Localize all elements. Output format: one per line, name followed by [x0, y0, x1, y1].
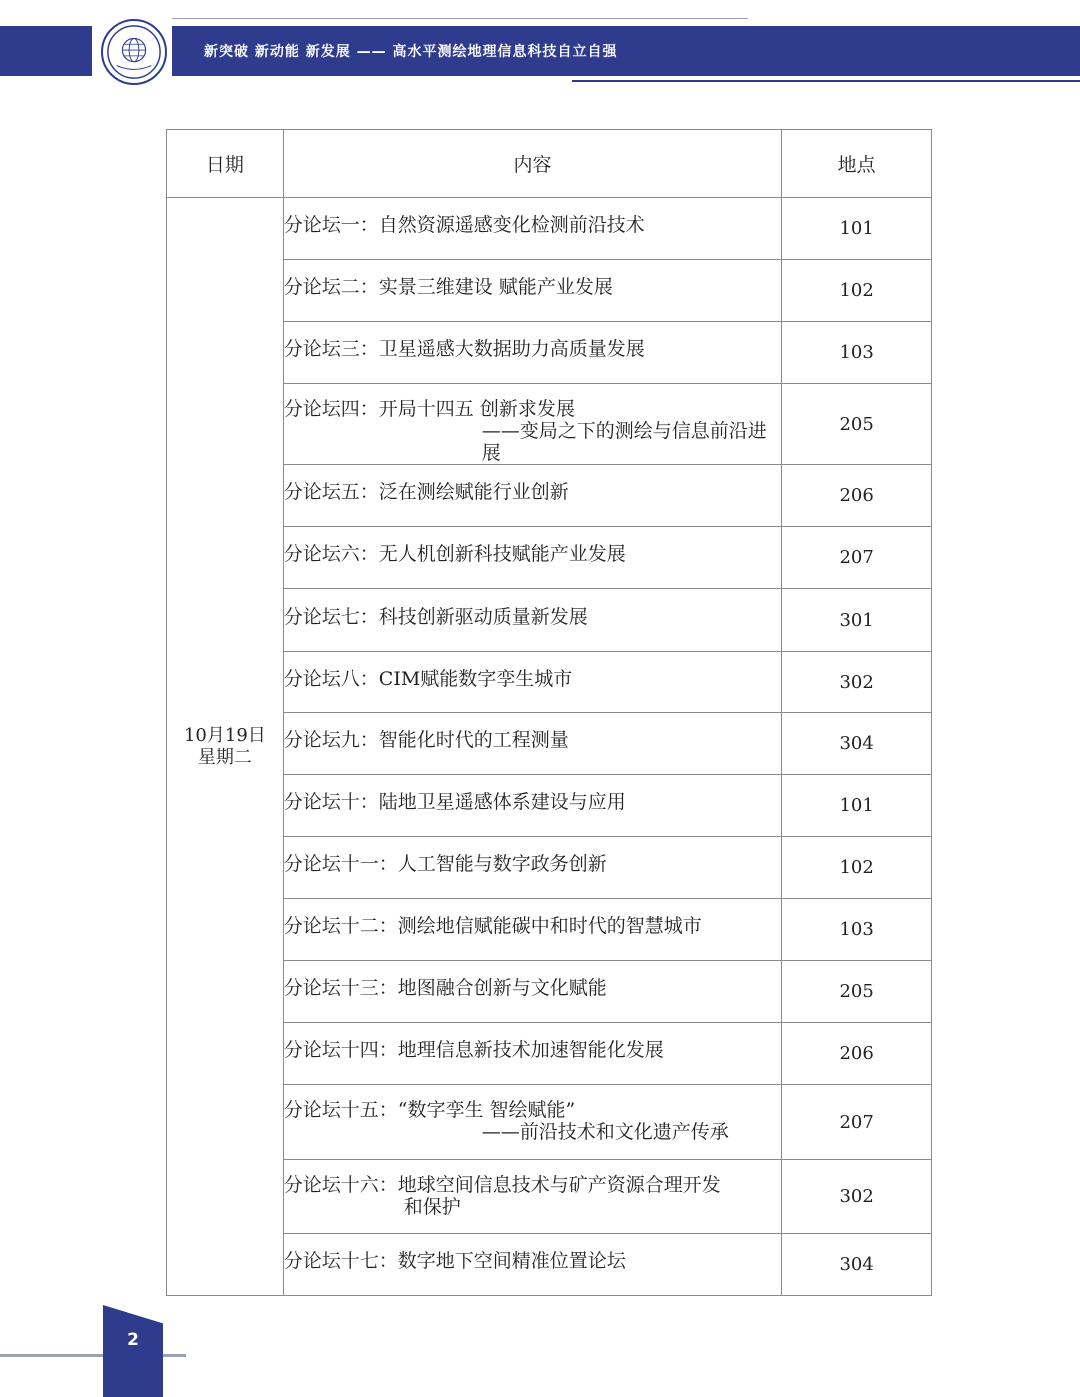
- forum-title: 分论坛九：智能化时代的工程测量: [283, 729, 569, 751]
- header-left-block: [0, 26, 92, 76]
- forum-title-cell: [283, 384, 781, 465]
- forum-title-cell: [283, 837, 781, 899]
- page-number: 2: [127, 1330, 139, 1350]
- forum-title: 分论坛十五：“数字孪生 智绘赋能”: [283, 1099, 576, 1121]
- forum-title-cell: [283, 1023, 781, 1085]
- room-number: 101: [782, 198, 932, 260]
- room-number: 206: [782, 1023, 932, 1085]
- society-logo: [101, 19, 167, 85]
- forum-title: 分论坛十：陆地卫星遥感体系建设与应用: [283, 791, 626, 813]
- forum-title-cell: [283, 961, 781, 1023]
- header-content: 内容: [283, 130, 781, 198]
- forum-title: 分论坛十二：测绘地信赋能碳中和时代的智慧城市: [283, 915, 702, 937]
- forum-title: 分论坛十七：数字地下空间精准位置论坛: [283, 1250, 626, 1272]
- table-row: [167, 198, 932, 260]
- date-text: 10月19日: [183, 724, 266, 746]
- header-date: 日期: [167, 130, 284, 198]
- table-header-row: [167, 130, 932, 198]
- room-number: 205: [782, 961, 932, 1023]
- forum-title: 分论坛十三：地图融合创新与文化赋能: [283, 977, 607, 999]
- forum-title: 分论坛十四：地理信息新技术加速智能化发展: [283, 1039, 664, 1061]
- room-number: 304: [782, 1234, 932, 1296]
- forum-title-cell: [283, 1234, 781, 1296]
- forum-title-cell: [283, 899, 781, 961]
- forum-subtitle: 和保护: [403, 1196, 461, 1218]
- room-number: 207: [782, 1085, 932, 1160]
- room-number: 102: [782, 260, 932, 322]
- forum-title-cell: [283, 260, 781, 322]
- forum-title: 分论坛十六：地球空间信息技术与矿产资源合理开发: [283, 1174, 721, 1196]
- room-number: 301: [782, 589, 932, 652]
- room-number: 302: [782, 652, 932, 713]
- header-location: 地点: [782, 130, 932, 198]
- forum-title: 分论坛一：自然资源遥感变化检测前沿技术: [283, 214, 645, 236]
- forum-title: 分论坛四：开局十四五 创新求发展: [283, 398, 575, 420]
- forum-title-cell: [283, 713, 781, 775]
- forum-title: 分论坛二：实景三维建设 赋能产业发展: [283, 276, 613, 298]
- forum-title-cell: [283, 322, 781, 384]
- room-number: 101: [782, 775, 932, 837]
- room-number: 304: [782, 713, 932, 775]
- forum-title-cell: [283, 198, 781, 260]
- forum-title-cell: [283, 1160, 781, 1234]
- forum-subtitle: ——前沿技术和文化遗产传承: [481, 1121, 729, 1143]
- weekday-text: 星期二: [197, 746, 252, 768]
- forum-schedule-table: [166, 129, 932, 1296]
- forum-title: 分论坛七：科技创新驱动质量新发展: [283, 605, 588, 628]
- header-slogan: 新突破 新动能 新发展 —— 高水平测绘地理信息科技自立自强: [204, 44, 618, 60]
- room-number: 205: [782, 384, 932, 465]
- forum-title: 分论坛十一：人工智能与数字政务创新: [283, 853, 607, 875]
- room-number: 302: [782, 1160, 932, 1234]
- globe-logo-icon: [105, 23, 163, 81]
- room-number: 102: [782, 837, 932, 899]
- forum-title: 分论坛六：无人机创新科技赋能产业发展: [283, 543, 626, 565]
- forum-title: 分论坛八：CIM赋能数字孪生城市: [283, 667, 573, 690]
- forum-title-cell: [283, 465, 781, 527]
- header-banner: [172, 26, 1080, 76]
- header-top-rule: [172, 18, 748, 19]
- forum-title-cell: [283, 775, 781, 837]
- forum-subtitle: ——变局之下的测绘与信息前沿进展: [481, 420, 767, 464]
- page-number-tab: [103, 1305, 163, 1397]
- date-cell: [167, 198, 284, 1296]
- room-number: 206: [782, 465, 932, 527]
- room-number: 103: [782, 322, 932, 384]
- room-number: 207: [782, 527, 932, 589]
- room-number: 103: [782, 899, 932, 961]
- forum-title: 分论坛五：泛在测绘赋能行业创新: [283, 481, 569, 503]
- header-bottom-rule: [572, 80, 1080, 82]
- forum-title: 分论坛三：卫星遥感大数据助力高质量发展: [283, 338, 645, 360]
- forum-title-cell: [283, 652, 781, 713]
- forum-title-cell: [283, 527, 781, 589]
- forum-title-cell: [283, 589, 781, 652]
- forum-title-cell: [283, 1085, 781, 1160]
